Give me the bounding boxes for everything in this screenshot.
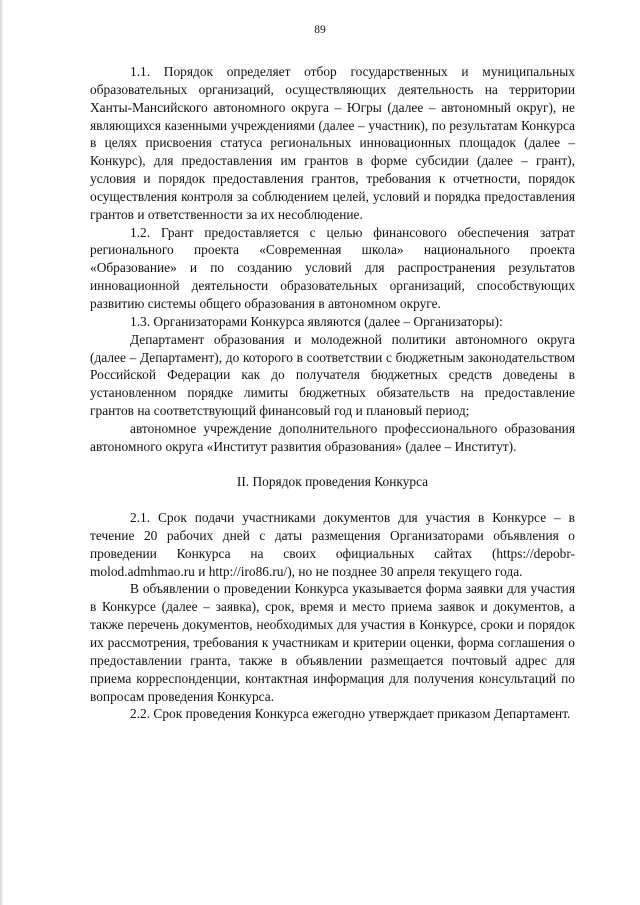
paragraph-organizer-department: Департамент образования и молодежной политики автономного округа (далее – Департамент), до которого в соответствии с бюджетным законодательством Российской Федерации как до получателя бюджетных средств доведены в установленном порядке лимиты бюджетных обязательств на предоставление грантов на соответствующий финансовый год и плановый период; [90,331,575,419]
paragraph-announcement: В объявлении о проведении Конкурса указывается форма заявки для участия в Конкурсе (далее – заявка), срок, время и место приема заявок и документов, а также перечень документов, необходимых для участия в Конкурсе, сроки и порядок их рассмотрения, требования к участникам и критерии оценки, форма соглашения о предоставлении гранта, также в объявлении размещается почтовый адрес для приема корреспонденции, контактная информация для получения консультаций по вопросам проведения Конкурса. [90,581,575,704]
scan-edge [0,0,3,905]
paragraph-2-2: 2.2. Срок проведения Конкурса ежегодно утверждает приказом Департамент. [130,706,571,722]
document-body [90,63,575,723]
paragraph-1-2: 1.2. Грант предоставляется с целью финансового обеспечения затрат регионального проекта «Современная школа» национального проекта «Образование» и по созданию условий для распространения результатов инновационной деятельности образовательных организаций, способствующих развитию системы общего образования в автономном округе. [90,224,575,311]
page-number: 89 [314,24,326,36]
paragraph-1-1: 1.1. Порядок определяет отбор государственных и муниципальных образовательных организаций, осуществляющих деятельность на территории Ханты-Мансийского автономного округа – Югры (далее – автономный округ), не являющихся казенными учреждениями (далее – участник), по результатам Конкурса в целях присвоения статуса региональных инновационных площадок (далее – Конкурс), для предоставления им грантов в форме субсидии (далее – грант), условия и порядок предоставления грантов, требования к отчетности, порядок осуществления контроля за соблюдением целей, условий и порядка предоставления грантов и ответственности за их несоблюдение. [90,64,575,222]
paragraph-1-3: 1.3. Организаторами Конкурса являются (далее – Организаторы): [130,313,503,329]
paragraph-organizer-institute: автономное учреждение дополнительного профессионального образования автономного округа «Институт развития образования» (далее – Институт). [90,420,575,454]
spacer [90,456,575,474]
section-heading: II. Порядок проведения Конкурса [236,474,429,490]
spacer [90,491,575,509]
paragraph-2-1: 2.1. Срок подачи участниками документов для участия в Конкурсе – в течение 20 рабочих дней с даты размещения Организаторами объявления о проведении Конкурса на своих официальных сайтах (https://depobr-molod.admhmao.ru и http://iro86.ru/), но не позднее 30 апреля текущего года. [90,510,575,579]
